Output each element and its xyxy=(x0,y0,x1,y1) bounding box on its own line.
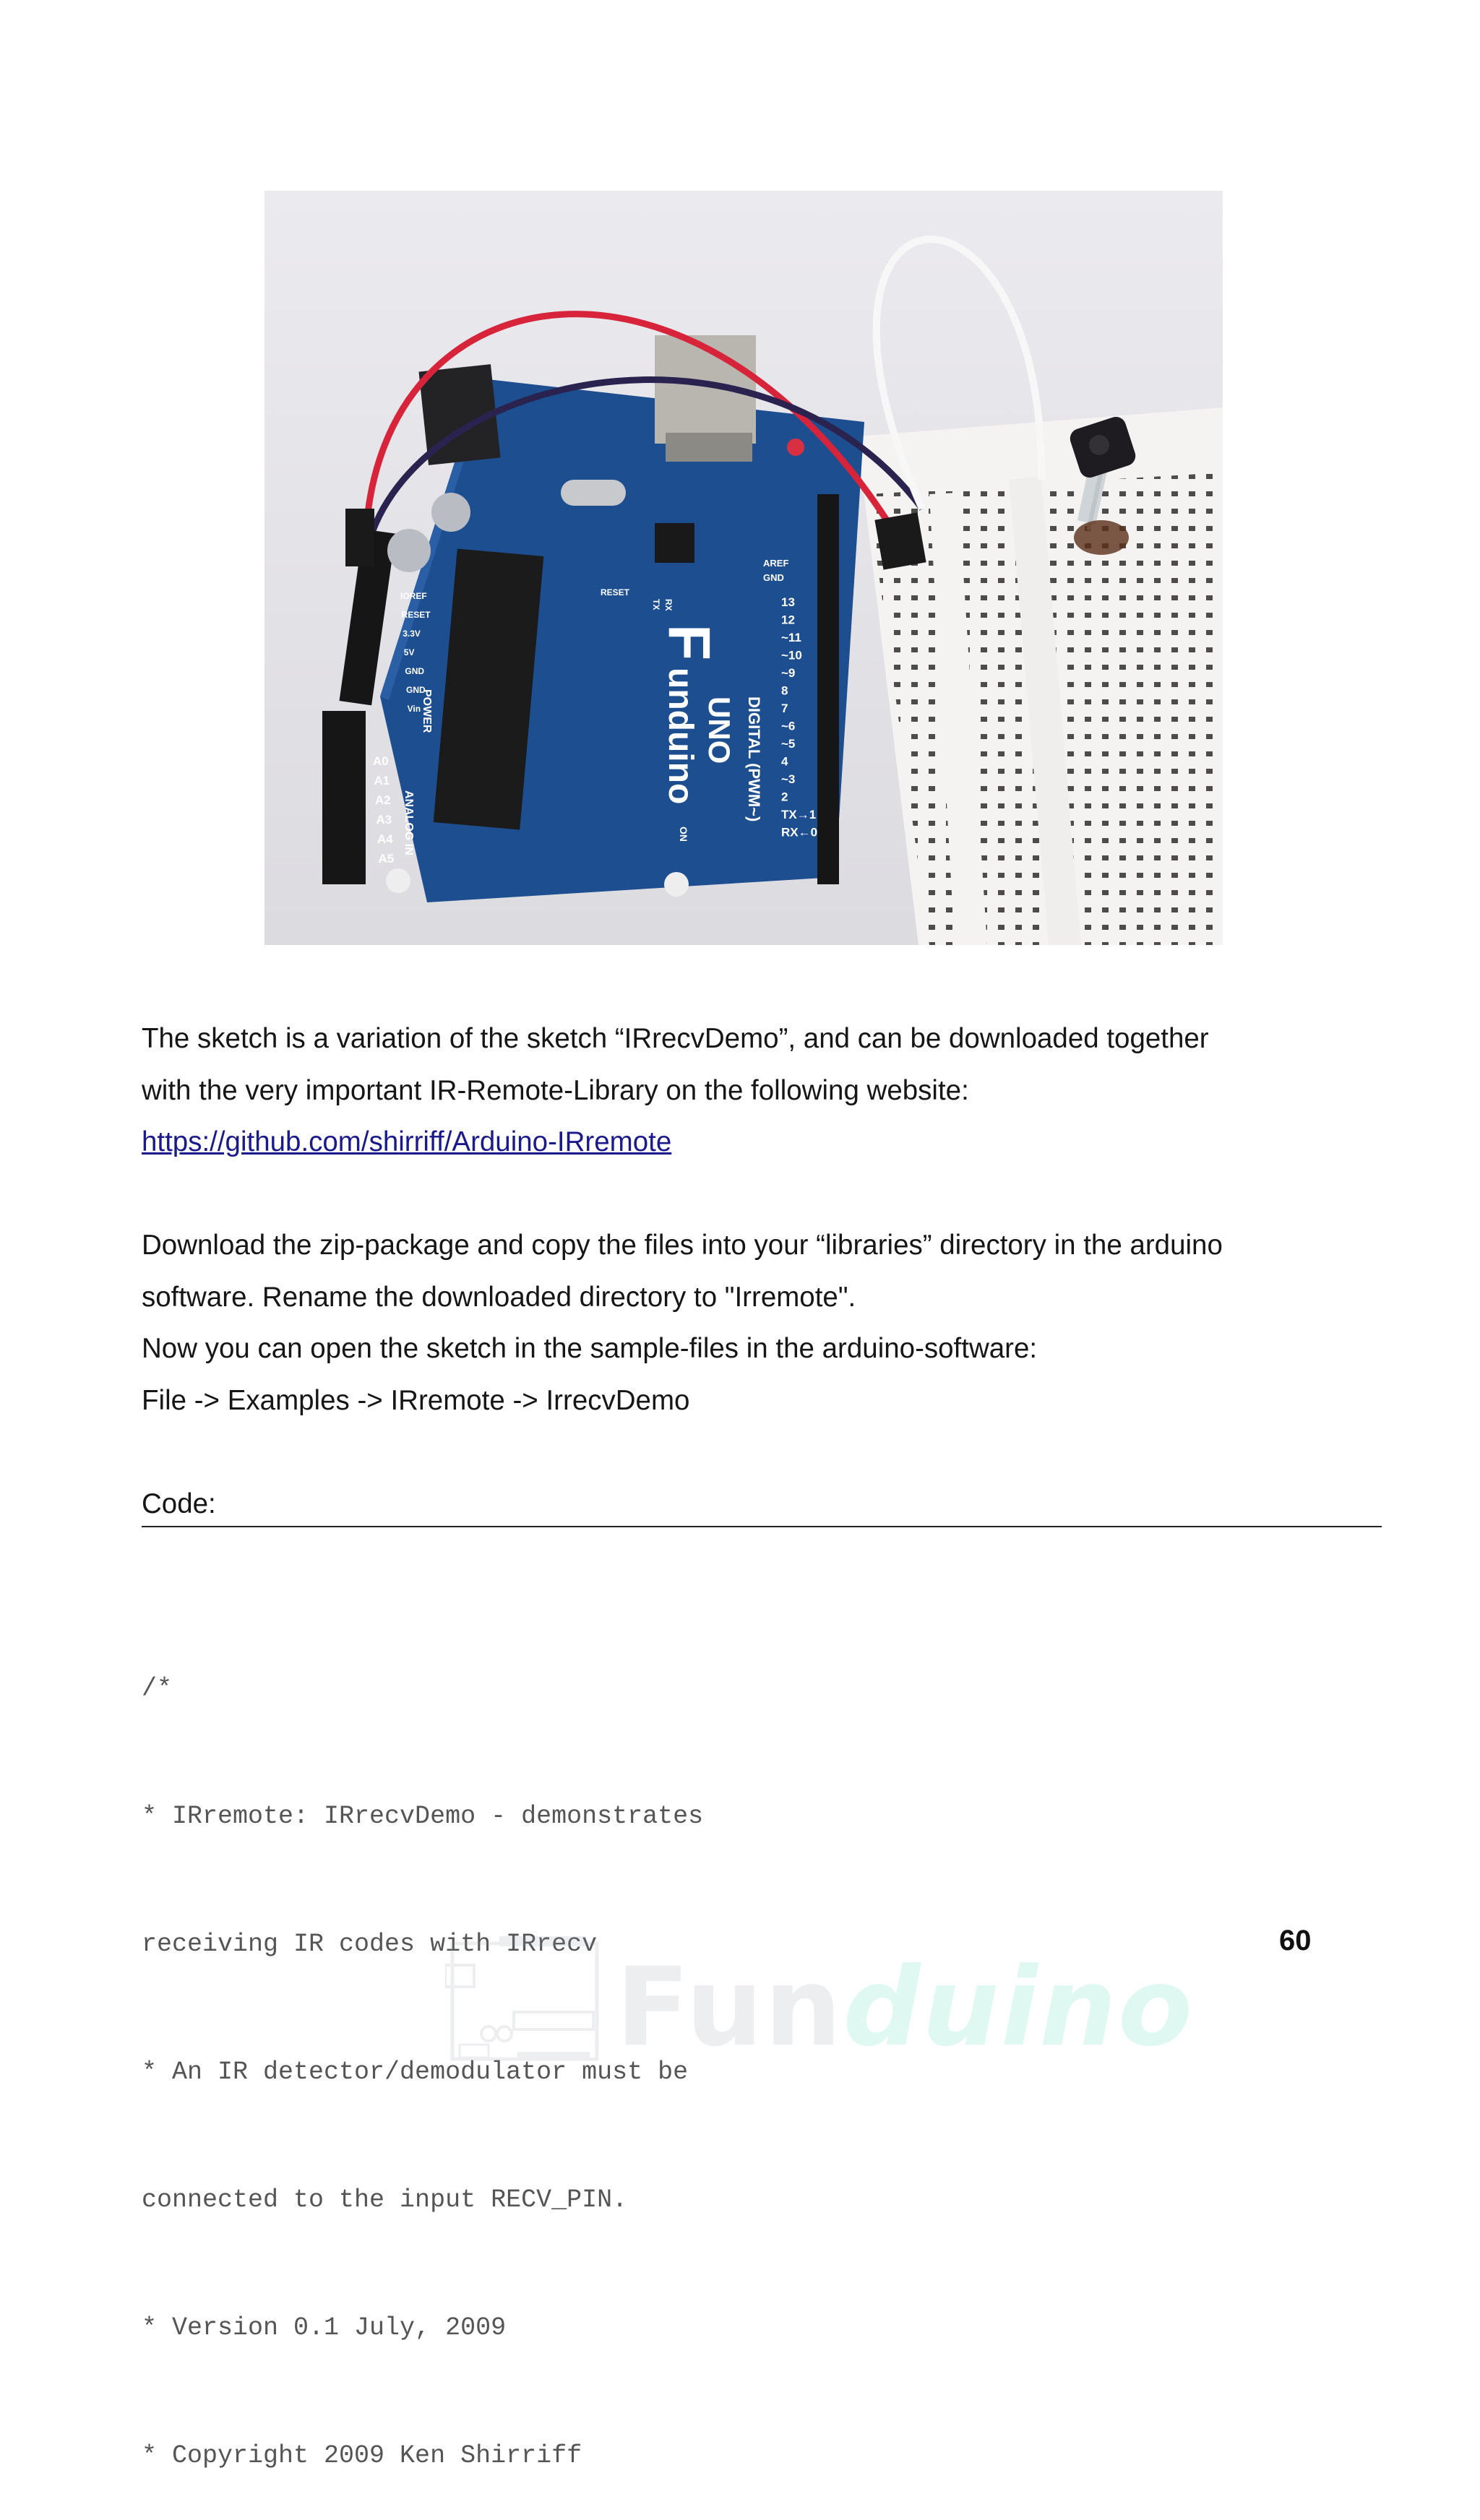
power-pin-label: Vin xyxy=(407,704,421,714)
digital-pin-label: 2 xyxy=(781,790,788,804)
board-reset-label: RESET xyxy=(601,587,630,597)
digital-pin-label: 12 xyxy=(781,613,795,627)
power-pin-label: GND xyxy=(406,685,426,695)
code-line: * Version 0.1 July, 2009 xyxy=(142,2313,507,2342)
board-on-label: ON xyxy=(678,827,689,842)
wire-connector xyxy=(874,512,926,569)
digital-pin-label: ~3 xyxy=(781,772,796,786)
code-line: * Copyright 2009 Ken Shirriff xyxy=(142,2441,582,2470)
power-pin-label: 5V xyxy=(403,647,415,657)
instructions-line-2: software. Rename the downloaded directory to "Irremote". xyxy=(142,1281,856,1313)
analog-pin-label: A0 xyxy=(373,754,389,768)
wire-connector-left xyxy=(345,509,374,566)
intro-line-1: The sketch is a variation of the sketch “IRrecvDemo”, and can be downloaded together xyxy=(142,1023,1209,1054)
power-pin-label: RESET xyxy=(401,610,431,620)
instructions-paragraph xyxy=(142,1220,1399,1426)
code-line: * An IR detector/demodulator must be xyxy=(142,2058,689,2087)
analog-pin-label: A3 xyxy=(376,813,392,827)
board-rx-label: RX xyxy=(663,599,674,611)
board-tx-label: TX xyxy=(651,599,661,610)
analog-pin-label: A4 xyxy=(377,832,393,846)
board-analog-label: ANALOG IN xyxy=(403,790,415,855)
digital-pin-label: 8 xyxy=(781,683,788,698)
power-pin-label: 3.3V xyxy=(403,629,421,639)
funduino-watermark xyxy=(445,1936,1194,2071)
digital-pin-label: TX→1 xyxy=(781,808,817,821)
page-number: 60 xyxy=(1279,1925,1312,1956)
power-pin-label: IOREF xyxy=(400,591,427,601)
digital-pin-label: ~5 xyxy=(781,737,796,751)
digital-pin-label: ~10 xyxy=(781,648,802,663)
board-brand-initial: F xyxy=(656,624,722,661)
digital-pin-label: ~11 xyxy=(781,631,801,644)
board-model: UNO xyxy=(702,696,736,764)
instructions-line-1: Download the zip-package and copy the files into your “libraries” directory in the arduino xyxy=(142,1230,1223,1261)
digital-pin-label: ~9 xyxy=(781,666,796,680)
code-line: connected to the input RECV_PIN. xyxy=(142,2185,628,2214)
watermark-duino: duino xyxy=(843,1945,1194,2071)
digital-pin-label: RX←0 xyxy=(781,825,818,840)
digital-pin-label: 13 xyxy=(781,595,795,609)
intro-paragraph xyxy=(142,1013,1399,1168)
instructions-line-4: File -> Examples -> IRremote -> IrrecvDemo xyxy=(142,1384,690,1416)
code-line: * IRremote: IRrecvDemo - demonstrates xyxy=(142,1802,704,1831)
analog-pin-label: A1 xyxy=(374,774,390,788)
code-heading: Code: xyxy=(142,1483,1382,1527)
code-line: /* xyxy=(142,1674,173,1703)
analog-header xyxy=(322,711,366,884)
digital-pin-label: 4 xyxy=(781,754,788,769)
board-power-label: POWER xyxy=(421,689,433,733)
watermark-fun: Fun xyxy=(616,1945,843,2071)
instructions-line-3: Now you can open the sketch in the sample-files in the arduino-software: xyxy=(142,1333,1038,1364)
library-link[interactable]: https://github.com/shirriff/Arduino-IRremote xyxy=(142,1126,672,1157)
board-digital-label: DIGITAL (PWM~) xyxy=(745,696,763,822)
digital-header xyxy=(817,494,839,884)
board-aref-label: AREF xyxy=(763,558,789,569)
analog-pin-label: A5 xyxy=(378,852,395,866)
board-brand-rest: unduino xyxy=(661,668,700,805)
board-gnd-label: GND xyxy=(763,572,784,583)
arduino-photo xyxy=(264,191,1223,945)
digital-pin-label: 7 xyxy=(781,702,788,715)
watermark-text xyxy=(616,1945,1194,2071)
arduino-photo-illustration xyxy=(264,191,1223,945)
intro-line-2: with the very important IR-Remote-Library on the following website: xyxy=(142,1074,969,1106)
power-pin-label: GND xyxy=(405,666,425,676)
digital-pin-label: ~6 xyxy=(781,719,796,733)
code-line: receiving IR codes with IRrecv xyxy=(142,1930,598,1959)
analog-pin-label: A2 xyxy=(375,793,391,807)
